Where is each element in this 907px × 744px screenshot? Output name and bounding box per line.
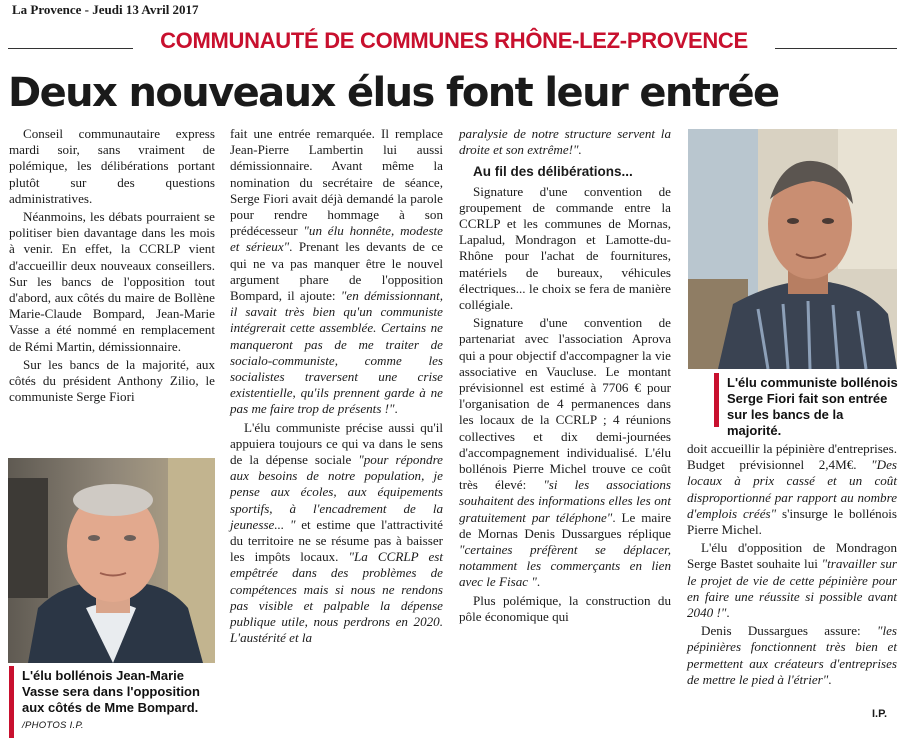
quote: paralysie de notre structure servent la droite et son extrême!". [459,126,671,158]
quote: "en démissionnant, il savait très bien qu'un communiste intégrerait cette assemblée. Certains ne manqueront pas de me traiter de socialo-communiste, comme les socialistes traversent une crise existentielle, qu'ils prennent garde à ne pas me faire trop de présents !" [230,288,443,417]
photo-credit: /PHOTOS I.P. [22,720,84,731]
quote: "travailler sur le projet de vie de cette pépinière pour en faire une réussite si possible avant 2040 !" [687,556,897,621]
paragraph: L'élu d'opposition de Mondragon Serge Bastet souhaite lui "travailler sur le projet de vie de cette pépinière pour en faire une réussite si possible avant 2040 !". [687,540,897,621]
quote: "Des locaux à prix cassé et un coût disproportionné par rapport au nombre d'emplois créés" [687,457,897,521]
article-column-1 [9,126,215,407]
article-column-2 [230,126,443,649]
quote: "pour répondre aux besoins de notre population, je pense aux écoles, aux équipements sportifs, à l'encadrement de la jeunesse... " [230,452,443,532]
article-headline: Deux nouveaux élus font leur entrée [8,70,779,116]
caption-text: L'élu bollénois Jean-Marie Vasse sera dans l'opposition aux côtés de Mme Bompard. [22,668,200,715]
paragraph: L'élu communiste précise aussi qu'il appuiera toujours ce qui va dans le sens de la dépense sociale "pour répondre aux besoins de notre population, je pense aux écoles, aux équipements sportifs, à l'encadrement de la jeunesse... " et estime que l'attractivité du territoire ne se résume pas à baisser les impôts locaux. "La CCRLP est empêtrée dans des problèmes de compétences mais si nous ne rendons pas visible et palpable la dépense publique utile, nous perdrons en 2020. L'austérité et la [230,419,443,646]
photo-caption-left [22,668,218,734]
caption-accent-bar [714,373,719,427]
caption-accent-bar [9,666,14,738]
paragraph: Denis Dussargues assure: "les pépinières fonctionnent très bien et permettent aux créateurs d'entreprises de mettre le pied à l'étrier". [687,623,897,687]
portrait-image [688,129,897,369]
quote: "si les associations souhaitent des informations elles les ont gratuitement par téléphone" [459,477,671,525]
article-column-3 [459,126,671,627]
paragraph [459,126,671,158]
quote: "La CCRLP est empêtrée dans des problèmes de compétences mais si nous ne rendons pas visible et palpable la dépense publique utile, nous perdrons en 2020. L'austérité et la [230,549,443,646]
paragraph: Signature d'une convention de groupement de commande entre la CCRLP et les communes de Mornas, Lapalud, Mondragon et Lamotte-du-Rhône pour l'achat de fournitures, matériels de bureaux, véhicules électriques... le choix se fera de manière collégiale. [459,183,671,313]
paragraph: Plus polémique, la construction du pôle économique qui [459,592,671,624]
paragraph: fait une entrée remarquée. Il remplace Jean-Pierre Lambertin lui aussi démissionnaire. Avant même la nomination du secrétaire de séance, Serge Fiori avait déjà demandé la parole pour rendre hommage à son prédécesseur "un élu honnête, modeste et sérieux". Prenant les devants de ce qui ne va pas manquer être le nouvel argument phare de l'opposition Bompard, il ajoute: "en démissionnant, il savait très bien qu'un communiste intégrerait cette assemblée. Certains ne manqueront pas de me traiter de socialo-communiste, comme les socialistes traversent une crise existentielle, qu'ils prennent garde à ne pas me faire trop de présents !". [230,126,443,417]
article-column-4 [687,441,897,690]
paragraph: Conseil communautaire express mardi soir, sans vraiment de polémique, les délibérations portant plutôt sur des questions administratives. [9,126,215,206]
newspaper-masthead: La Provence - Jeudi 13 Avril 2017 [12,2,199,17]
quote: "un élu honnête, modeste et sérieux" [230,223,443,255]
paragraph: Sur les bancs de la majorité, aux côtés du président Anthony Zilio, le communiste Serge Fiori [9,356,215,405]
rubric-rule-left [8,48,133,49]
paragraph: Néanmoins, les débats pourraient se politiser bien davantage dans les mois à venir. En effet, la CCRLP vient d'accueillir deux nouveaux conseillers. Sur les bancs de l'opposition tout d'abord, aux côtés du maire de Bollène Marie-Claude Bompard, Jean-Marie Vasse a été nommé en remplacement de Rémi Martin, démissionnaire. [9,209,215,354]
paragraph: Signature d'une convention de partenariat avec l'association Aprova qui a pour objectif d'accompagner la vie associative en Vaucluse. Le montant prévisionnel est estimé à 7706 € pour l'organisation de 4 permanences dans les locaux de la CCRLP ; 4 réunions collectives et dix demi-journées d'accompagnement individualisé. L'élu bollénois Pierre Michel trouve ce coût très élevé: "si les associations souhaitent des informations elles les ont gratuitement par téléphone". Le maire de Mornas Denis Dussargues réplique "certaines préfèrent se déplacer, notamment les commerçants en lien avec le Fisac ". [459,315,672,590]
photo-jean-marie-vasse [8,458,215,663]
author-signature: I.P. [872,708,888,720]
portrait-image [8,458,215,663]
photo-serge-fiori [688,129,897,369]
section-rubric: COMMUNAUTÉ DE COMMUNES RHÔNE-LEZ-PROVENCE [160,28,748,53]
paragraph: doit accueillir la pépinière d'entreprises. Budget prévisionnel 2,4M€. "Des locaux à prix cassé et un coût disproportionné par rapport au nombre d'emplois créés" s'insurge le bollénois Pierre Michel. [687,441,898,538]
photo-caption-right: L'élu communiste bollénois Serge Fiori fait son entrée sur les bancs de la majorité. [727,375,898,438]
subheading: Au fil des délibérations... [473,164,633,180]
quote: "certaines préfèrent se déplacer, notamment les commerçants en lien avec le Fisac " [459,542,671,590]
rubric-rule-right [775,48,897,49]
quote: "les pépinières fonctionnent très bien et permettent aux créateurs d'entreprises de mettre le pied à l'étrier" [687,623,897,687]
